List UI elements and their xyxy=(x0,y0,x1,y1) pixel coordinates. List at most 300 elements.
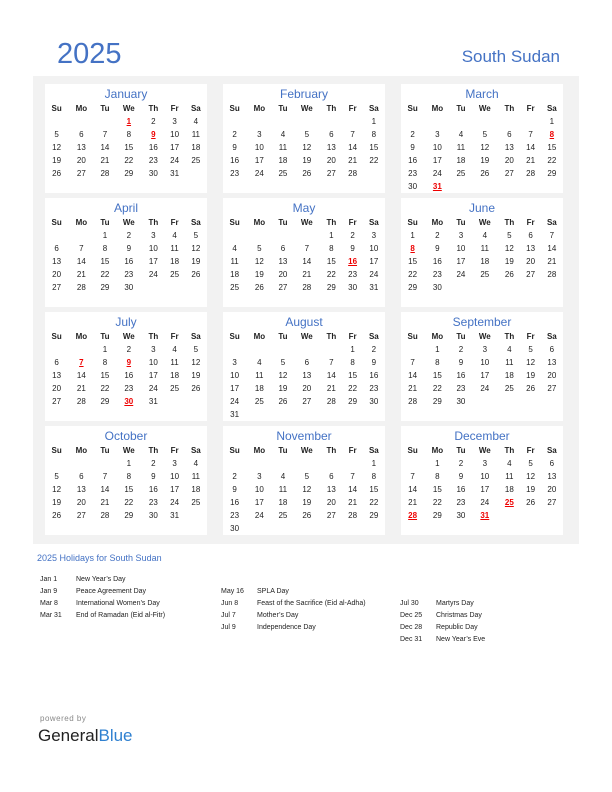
day-cell: 5 xyxy=(280,358,286,367)
day-cell: 20 xyxy=(52,384,62,393)
day-cell: 26 xyxy=(526,384,536,393)
weekday-label: Su xyxy=(407,332,418,341)
day-cell: 26 xyxy=(52,511,62,520)
day-cell: 22 xyxy=(547,156,557,165)
day-cell: 22 xyxy=(432,498,442,507)
day-cell: 2 xyxy=(410,130,415,139)
day-cell: 20 xyxy=(547,371,557,380)
day-cell: 6 xyxy=(549,459,555,468)
day-cell: 2 xyxy=(126,231,132,240)
day-cell: 13 xyxy=(326,143,336,152)
day-cell: 28 xyxy=(76,283,86,292)
day-cell: 24 xyxy=(148,270,158,279)
day-cell: 25 xyxy=(191,498,201,507)
day-cell: 10 xyxy=(480,472,490,481)
day-cell: 6 xyxy=(304,358,310,367)
day-cell: 9 xyxy=(458,358,464,367)
holiday-item xyxy=(400,586,485,598)
calendar-grid xyxy=(33,76,579,544)
day-cell: 10 xyxy=(254,485,264,494)
day-cell: 19 xyxy=(302,156,312,165)
day-cell: 16 xyxy=(230,156,240,165)
day-cell: 1 xyxy=(126,117,132,126)
holiday-item: Jan 1 New Year’s Day xyxy=(40,576,126,583)
day-cell: 31 xyxy=(480,511,490,520)
day-cell: 1 xyxy=(329,231,334,240)
day-cell: 6 xyxy=(549,345,555,354)
day-cell: 4 xyxy=(280,130,286,139)
day-cell: 11 xyxy=(480,244,489,253)
day-cell: 22 xyxy=(348,384,358,393)
day-cell: 18 xyxy=(191,143,201,152)
weekday-label: Sa xyxy=(546,332,557,341)
holidays-title: 2025 Holidays for South Sudan xyxy=(37,553,162,563)
day-cell: 9 xyxy=(410,143,415,152)
day-cell: 15 xyxy=(100,257,110,266)
weekday-label: Fr xyxy=(348,218,357,227)
day-cell: 26 xyxy=(191,384,201,393)
day-cell: 14 xyxy=(326,371,336,380)
weekday-label: Mo xyxy=(253,104,266,113)
day-cell: 10 xyxy=(148,244,158,253)
weekday-label: Fr xyxy=(170,332,179,341)
day-cell: 17 xyxy=(254,498,264,507)
weekday-label: Sa xyxy=(368,218,379,227)
day-cell: 6 xyxy=(329,130,334,139)
weekday-label: Mo xyxy=(75,218,88,227)
day-cell: 15 xyxy=(432,371,442,380)
day-cell: 3 xyxy=(172,117,177,126)
day-cell: 3 xyxy=(257,472,262,481)
weekday-label: Fr xyxy=(526,104,535,113)
day-cell: 20 xyxy=(526,257,536,266)
day-cell: 3 xyxy=(482,459,488,468)
day-cell: 2 xyxy=(151,459,156,468)
day-cell: 30 xyxy=(432,283,442,292)
day-cell: 25 xyxy=(170,270,180,279)
month-july xyxy=(45,312,207,421)
day-cell: 24 xyxy=(170,498,180,507)
day-cell: 13 xyxy=(52,371,62,380)
day-cell: 24 xyxy=(480,498,490,507)
day-cell: 29 xyxy=(432,511,442,520)
day-cell: 2 xyxy=(458,459,464,468)
weekday-label: Fr xyxy=(526,218,535,227)
day-cell: 24 xyxy=(480,384,490,393)
weekday-label: Tu xyxy=(278,446,288,455)
day-cell: 26 xyxy=(526,498,536,507)
day-cell: 19 xyxy=(191,371,201,380)
day-cell: 14 xyxy=(100,143,110,152)
day-cell: 11 xyxy=(170,358,179,367)
day-cell: 21 xyxy=(302,270,312,279)
day-cell: 16 xyxy=(124,257,134,266)
day-cell: 12 xyxy=(191,244,201,253)
day-cell: 13 xyxy=(76,485,86,494)
day-cell: 16 xyxy=(408,156,418,165)
weekday-label: Fr xyxy=(526,332,535,341)
weekday-label: Th xyxy=(504,332,515,341)
day-cell: 30 xyxy=(456,397,466,406)
weekday-label: Sa xyxy=(190,218,201,227)
day-cell: 25 xyxy=(191,156,201,165)
day-cell: 5 xyxy=(304,472,310,481)
day-cell: 22 xyxy=(369,156,379,165)
month-august xyxy=(223,312,385,421)
month-name: August xyxy=(285,315,323,329)
weekday-label: Fr xyxy=(170,104,179,113)
day-cell: 9 xyxy=(371,358,377,367)
day-cell: 20 xyxy=(302,384,312,393)
weekday-label: We xyxy=(122,218,135,227)
day-cell: 4 xyxy=(193,459,199,468)
day-cell: 8 xyxy=(410,244,415,253)
day-cell: 19 xyxy=(278,384,288,393)
day-cell: 2 xyxy=(458,345,464,354)
day-cell: 24 xyxy=(254,169,264,178)
month-december xyxy=(401,426,563,535)
weekday-label: Su xyxy=(407,446,418,455)
day-cell: 14 xyxy=(526,143,536,152)
day-cell: 23 xyxy=(230,169,240,178)
day-cell: 21 xyxy=(348,498,358,507)
month-name: March xyxy=(465,87,499,101)
day-cell: 24 xyxy=(369,270,379,279)
day-cell: 12 xyxy=(526,358,536,367)
day-cell: 1 xyxy=(410,231,415,240)
day-cell: 31 xyxy=(170,169,180,178)
day-cell: 7 xyxy=(329,358,334,367)
day-cell: 29 xyxy=(408,283,418,292)
month-october xyxy=(45,426,207,535)
weekday-label: Su xyxy=(229,446,240,455)
day-cell: 15 xyxy=(326,257,336,266)
day-cell: 8 xyxy=(435,358,440,367)
day-cell: 24 xyxy=(230,397,240,406)
day-cell: 12 xyxy=(191,358,201,367)
weekday-label: Sa xyxy=(190,446,201,455)
day-cell: 8 xyxy=(549,130,555,139)
weekday-label: Fr xyxy=(170,218,179,227)
day-cell: 17 xyxy=(170,143,180,152)
day-cell: 6 xyxy=(54,358,59,367)
day-cell: 5 xyxy=(54,472,59,481)
weekday-label: Th xyxy=(504,104,515,113)
weekday-label: Su xyxy=(229,104,240,113)
day-cell: 25 xyxy=(230,283,240,292)
day-cell: 23 xyxy=(456,384,466,393)
month-name: September xyxy=(452,315,512,329)
day-cell: 14 xyxy=(302,257,312,266)
day-cell: 15 xyxy=(369,485,379,494)
day-cell: 12 xyxy=(52,485,62,494)
day-cell: 18 xyxy=(191,485,201,494)
weekday-label: Tu xyxy=(100,218,110,227)
day-cell: 20 xyxy=(326,498,336,507)
day-cell: 16 xyxy=(124,371,134,380)
day-cell: 2 xyxy=(232,130,237,139)
day-cell: 28 xyxy=(408,397,418,406)
day-cell: 22 xyxy=(432,384,442,393)
day-cell: 29 xyxy=(100,397,110,406)
day-cell: 15 xyxy=(547,143,557,152)
day-cell: 25 xyxy=(504,498,514,507)
day-cell: 9 xyxy=(126,244,132,253)
day-cell: 1 xyxy=(350,345,355,354)
day-cell: 13 xyxy=(526,244,536,253)
day-cell: 10 xyxy=(480,358,490,367)
day-cell: 27 xyxy=(326,169,336,178)
month-name: December xyxy=(454,429,510,443)
weekday-label: We xyxy=(478,104,491,113)
day-cell: 6 xyxy=(329,472,334,481)
day-cell: 26 xyxy=(480,169,490,178)
day-cell: 2 xyxy=(126,345,132,354)
weekday-label: Th xyxy=(326,218,337,227)
weekday-label: Th xyxy=(326,332,337,341)
weekday-label: We xyxy=(122,446,135,455)
day-cell: 9 xyxy=(350,244,355,253)
day-cell: 16 xyxy=(432,257,442,266)
day-cell: 13 xyxy=(547,358,557,367)
weekday-label: We xyxy=(300,104,313,113)
weekday-label: Mo xyxy=(431,446,444,455)
day-cell: 29 xyxy=(100,283,110,292)
day-cell: 6 xyxy=(79,130,84,139)
weekday-label: Th xyxy=(504,446,515,455)
day-cell: 3 xyxy=(458,231,464,240)
day-cell: 4 xyxy=(172,231,177,240)
day-cell: 14 xyxy=(76,371,86,380)
weekday-label: Mo xyxy=(431,218,444,227)
month-november xyxy=(223,426,385,535)
day-cell: 22 xyxy=(369,498,379,507)
day-cell: 18 xyxy=(504,485,514,494)
day-cell: 18 xyxy=(278,498,288,507)
day-cell: 12 xyxy=(278,371,288,380)
day-cell: 17 xyxy=(148,371,158,380)
day-cell: 1 xyxy=(126,459,132,468)
day-cell: 17 xyxy=(230,384,240,393)
day-cell: 22 xyxy=(326,270,336,279)
day-cell: 5 xyxy=(482,130,488,139)
day-cell: 5 xyxy=(528,459,533,468)
weekday-label: Sa xyxy=(546,218,557,227)
month-january xyxy=(45,84,207,193)
weekday-label: Tu xyxy=(456,104,466,113)
day-cell: 10 xyxy=(170,130,180,139)
day-cell: 12 xyxy=(52,143,62,152)
day-cell: 5 xyxy=(193,231,199,240)
day-cell: 21 xyxy=(100,498,110,507)
day-cell: 7 xyxy=(528,130,533,139)
weekday-label: Su xyxy=(51,332,62,341)
day-cell: 19 xyxy=(52,156,62,165)
day-cell: 23 xyxy=(148,498,158,507)
brand-logo: GeneralBlue xyxy=(38,726,133,745)
day-cell: 21 xyxy=(408,384,418,393)
day-cell: 27 xyxy=(52,283,62,292)
day-cell: 26 xyxy=(191,270,201,279)
day-cell: 12 xyxy=(302,143,312,152)
day-cell: 20 xyxy=(76,156,86,165)
day-cell: 18 xyxy=(230,270,240,279)
day-cell: 2 xyxy=(435,231,440,240)
day-cell: 30 xyxy=(148,511,158,520)
day-cell: 7 xyxy=(549,231,555,240)
weekday-label: Sa xyxy=(546,446,557,455)
day-cell: 29 xyxy=(432,397,442,406)
day-cell: 1 xyxy=(435,459,440,468)
day-cell: 14 xyxy=(408,485,418,494)
day-cell: 27 xyxy=(52,397,62,406)
day-cell: 20 xyxy=(76,498,86,507)
day-cell: 24 xyxy=(148,384,158,393)
day-cell: 22 xyxy=(100,384,110,393)
weekday-label: Th xyxy=(504,218,515,227)
day-cell: 25 xyxy=(456,169,466,178)
day-cell: 8 xyxy=(126,130,132,139)
day-cell: 24 xyxy=(170,156,180,165)
holiday-item xyxy=(221,574,366,586)
month-name: April xyxy=(113,201,138,215)
day-cell: 27 xyxy=(76,511,86,520)
day-cell: 17 xyxy=(480,485,490,494)
day-cell: 25 xyxy=(278,511,288,520)
day-cell: 30 xyxy=(230,524,240,533)
day-cell: 14 xyxy=(76,257,86,266)
day-cell: 18 xyxy=(504,371,514,380)
day-cell: 28 xyxy=(76,397,86,406)
day-cell: 29 xyxy=(124,511,134,520)
day-cell: 31 xyxy=(432,182,442,191)
day-cell: 17 xyxy=(456,257,466,266)
day-cell: 15 xyxy=(100,371,110,380)
day-cell: 16 xyxy=(148,143,158,152)
day-cell: 7 xyxy=(350,472,355,481)
day-cell: 25 xyxy=(480,270,490,279)
day-cell: 9 xyxy=(232,485,237,494)
day-cell: 1 xyxy=(549,117,555,126)
weekday-label: Fr xyxy=(348,332,357,341)
day-cell: 14 xyxy=(348,485,358,494)
day-cell: 7 xyxy=(79,244,84,253)
day-cell: 12 xyxy=(480,143,490,152)
day-cell: 19 xyxy=(526,485,536,494)
day-cell: 4 xyxy=(193,117,199,126)
day-cell: 5 xyxy=(304,130,310,139)
day-cell: 4 xyxy=(458,130,464,139)
day-cell: 26 xyxy=(278,397,288,406)
day-cell: 8 xyxy=(126,472,132,481)
day-cell: 30 xyxy=(148,169,158,178)
month-name: July xyxy=(115,315,137,329)
day-cell: 1 xyxy=(371,459,377,468)
day-cell: 11 xyxy=(278,485,288,494)
holiday-item: Dec 25 Christmas Day xyxy=(400,612,482,619)
day-cell: 23 xyxy=(148,156,158,165)
weekday-label: Tu xyxy=(456,446,466,455)
day-cell: 14 xyxy=(348,143,358,152)
day-cell: 6 xyxy=(507,130,512,139)
day-cell: 7 xyxy=(350,130,355,139)
day-cell: 5 xyxy=(257,244,262,253)
weekday-label: Mo xyxy=(253,218,266,227)
day-cell: 30 xyxy=(369,397,379,406)
day-cell: 23 xyxy=(348,270,358,279)
day-cell: 30 xyxy=(124,397,134,406)
holiday-item: Jan 9 Peace Agreement Day xyxy=(40,588,147,595)
month-name: June xyxy=(468,201,496,215)
day-cell: 13 xyxy=(547,472,557,481)
day-cell: 3 xyxy=(371,231,377,240)
day-cell: 6 xyxy=(79,472,84,481)
weekday-label: Tu xyxy=(100,332,110,341)
day-cell: 4 xyxy=(507,345,512,354)
day-cell: 17 xyxy=(432,156,442,165)
weekday-label: We xyxy=(122,104,135,113)
day-cell: 6 xyxy=(280,244,286,253)
holiday-item: Jun 8 Feast of the Sacrifice (Eid al-Adha) xyxy=(221,600,366,607)
day-cell: 3 xyxy=(257,130,262,139)
weekday-label: Tu xyxy=(278,332,288,341)
day-cell: 4 xyxy=(280,472,286,481)
day-cell: 31 xyxy=(170,511,180,520)
day-cell: 19 xyxy=(52,498,62,507)
month-name: January xyxy=(104,87,148,101)
day-cell: 7 xyxy=(410,358,415,367)
day-cell: 10 xyxy=(148,358,158,367)
day-cell: 29 xyxy=(124,169,134,178)
month-name: November xyxy=(276,429,332,443)
day-cell: 25 xyxy=(170,384,180,393)
day-cell: 4 xyxy=(232,244,237,253)
day-cell: 30 xyxy=(348,283,358,292)
day-cell: 23 xyxy=(432,270,442,279)
day-cell: 27 xyxy=(76,169,86,178)
day-cell: 23 xyxy=(408,169,418,178)
day-cell: 11 xyxy=(456,143,466,152)
day-cell: 31 xyxy=(148,397,158,406)
day-cell: 3 xyxy=(151,345,156,354)
day-cell: 1 xyxy=(102,345,108,354)
day-cell: 9 xyxy=(435,244,440,253)
day-cell: 20 xyxy=(547,485,557,494)
day-cell: 1 xyxy=(435,345,440,354)
weekday-label: We xyxy=(478,446,491,455)
weekday-label: Sa xyxy=(190,104,201,113)
day-cell: 1 xyxy=(371,117,377,126)
day-cell: 22 xyxy=(124,156,134,165)
weekday-label: Mo xyxy=(75,446,88,455)
day-cell: 14 xyxy=(408,371,418,380)
day-cell: 27 xyxy=(526,270,536,279)
day-cell: 29 xyxy=(547,169,557,178)
day-cell: 14 xyxy=(547,244,557,253)
day-cell: 26 xyxy=(52,169,62,178)
day-cell: 12 xyxy=(254,257,264,266)
day-cell: 26 xyxy=(302,169,312,178)
day-cell: 7 xyxy=(102,130,108,139)
day-cell: 13 xyxy=(326,485,336,494)
month-june xyxy=(401,198,563,307)
month-february xyxy=(223,84,385,193)
holiday-item: May 16 SPLA Day xyxy=(221,588,289,595)
day-cell: 23 xyxy=(230,511,240,520)
month-name: May xyxy=(292,201,316,215)
weekday-label: Mo xyxy=(431,332,444,341)
day-cell: 8 xyxy=(102,244,108,253)
